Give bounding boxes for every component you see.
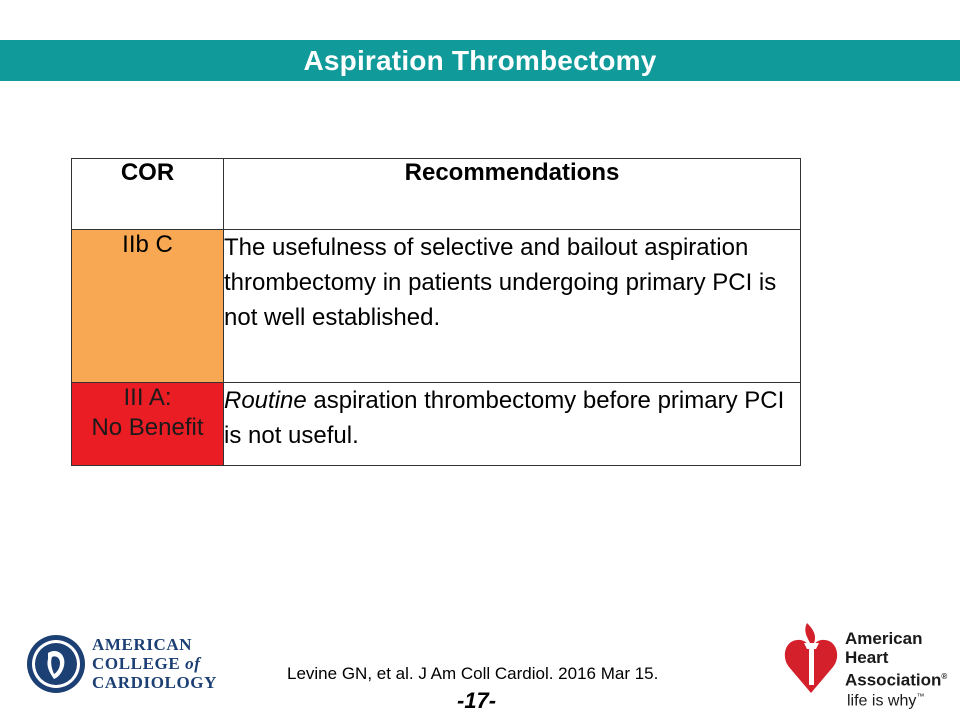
aha-line-2: Heart — [845, 648, 889, 667]
acc-logo — [26, 633, 226, 695]
cor-header: COR — [72, 159, 224, 230]
recommendation-text — [224, 383, 801, 466]
cor-line-1: III A: — [123, 384, 172, 411]
aha-line-3: Association® — [845, 670, 948, 690]
cor-line-2: No Benefit — [91, 414, 204, 441]
page-number: -17- — [457, 688, 497, 713]
cor-cell-iib-c: IIb C — [72, 230, 224, 383]
recommendations-header: Recommendations — [224, 159, 801, 230]
acc-line-2: COLLEGE of — [92, 654, 201, 673]
acc-seal-icon — [26, 633, 86, 695]
aha-wordmark — [845, 629, 947, 690]
slide-title: Aspiration Thrombectomy — [303, 44, 657, 76]
heart-torch-icon — [783, 623, 839, 695]
title-bar — [0, 40, 960, 81]
cor-cell-iii-a — [72, 383, 224, 466]
recommendation-text-rest: aspiration thrombectomy before primary PCI is not useful. — [224, 387, 785, 449]
table-row — [72, 230, 801, 383]
emphasis-routine: Routine — [224, 387, 307, 414]
aha-line-1: American — [845, 629, 923, 648]
table-header-row — [72, 159, 801, 230]
recommendation-table — [71, 158, 801, 466]
acc-line-3: CARDIOLOGY — [92, 673, 218, 692]
recommendation-text: The usefulness of selective and bailout aspiration thrombectomy in patients undergoing primary PCI is not well established. — [224, 230, 801, 383]
aha-logo — [783, 623, 953, 715]
acc-line-1: AMERICAN — [92, 635, 193, 654]
acc-wordmark — [92, 635, 217, 692]
table-row — [72, 383, 801, 466]
citation: Levine GN, et al. J Am Coll Cardiol. 2016 Mar 15. — [287, 664, 659, 683]
aha-tagline: life is why™ — [847, 692, 925, 710]
